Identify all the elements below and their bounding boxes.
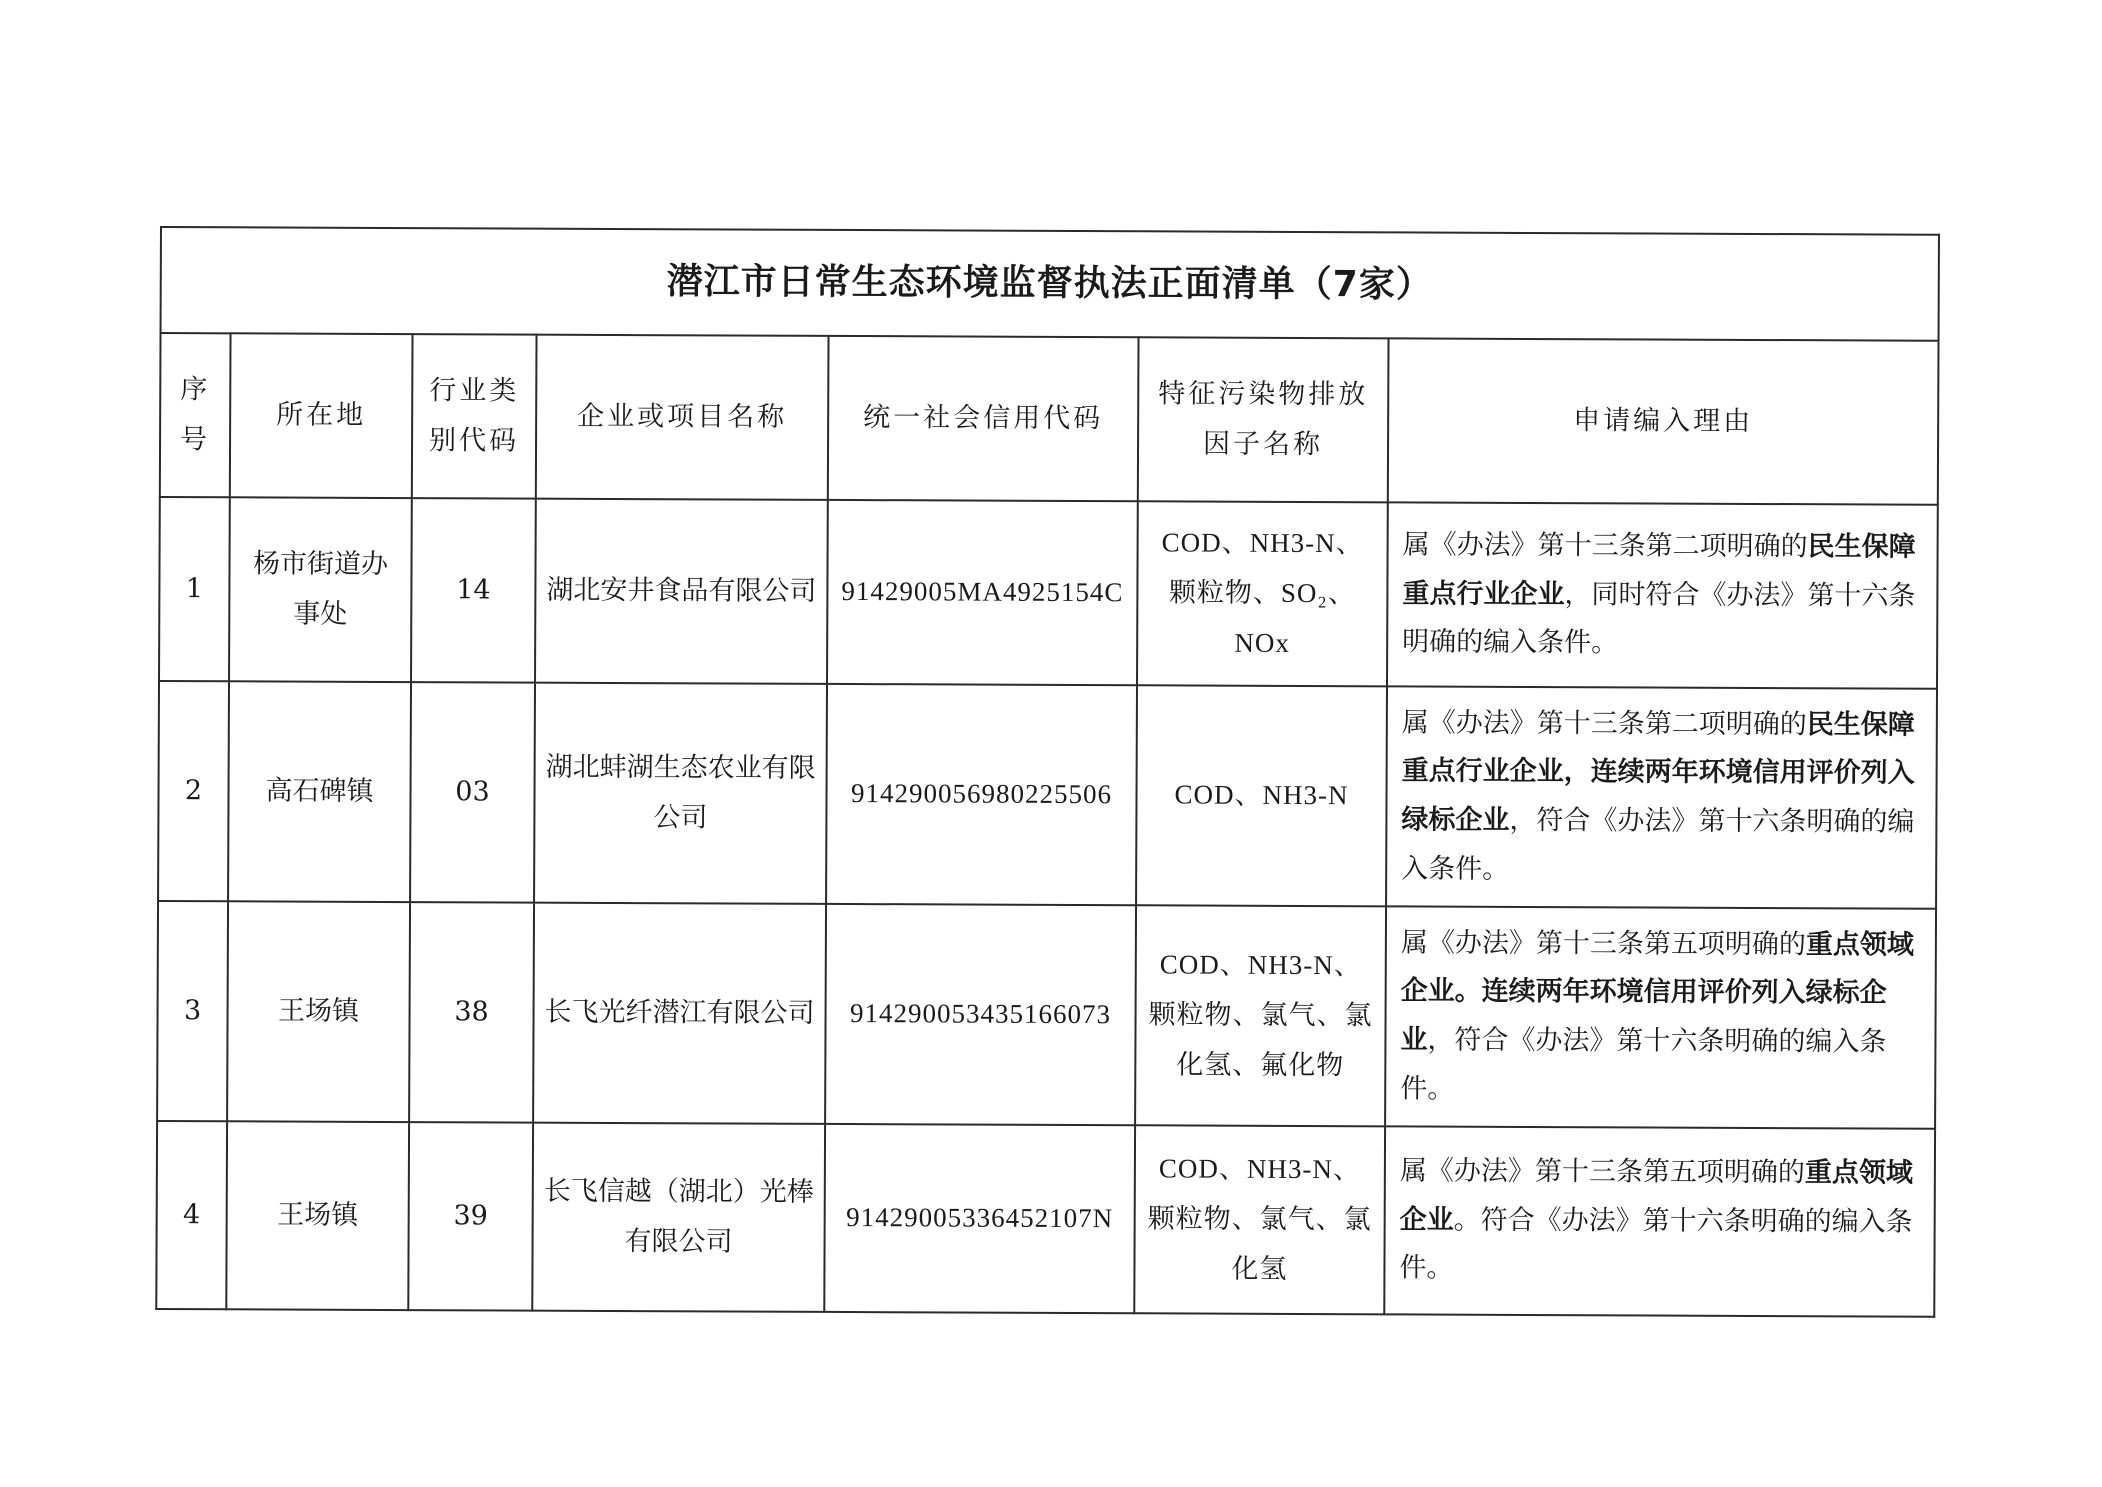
cell-seq: 2 [158,681,229,901]
cell-pollutants: COD、NH3-N、颗粒物、氯气、氯化氢、氟化物 [1135,905,1386,1126]
cell-credit-code: 91429005336452107N [824,1124,1135,1313]
table-row [159,497,1938,689]
reason-text: 属《办法》第十三条第二项明确的 [1401,707,1807,741]
cell-industry-code: 38 [409,902,534,1123]
cell-name: 湖北安井食品有限公司 [535,499,828,684]
header-location: 所在地 [230,333,413,498]
reason-emphasis: 重点领域企业。连续两年环境信用评价列入绿标企业 [1400,929,1914,1056]
header-row [160,333,1939,505]
cell-name: 长飞光纤潜江有限公司 [533,903,826,1124]
positive-list-table [155,226,1940,1318]
cell-credit-code: 914290056980225506 [826,684,1137,905]
reason-emphasis: 民生保障重点行业企业，连续两年环境信用评价列入绿标企业 [1401,709,1915,836]
header-seq: 序号 [160,333,231,497]
cell-reason [1387,502,1938,688]
reason-text: ，符合《办法》第十六条明确的编入条件。 [1401,804,1915,885]
cell-industry-code: 03 [410,682,535,903]
cell-name: 长飞信越（湖北）光棒有限公司 [532,1123,825,1312]
cell-pollutants: COD、NH3-N、颗粒物、SO₂、NOx [1137,501,1388,686]
table-row [156,1121,1935,1317]
header-pollutants: 特征污染物排放因子名称 [1138,337,1389,502]
reason-text: ，同时符合《办法》第十六条明确的编入条件。 [1402,578,1916,659]
cell-pollutants: COD、NH3-N、颗粒物、氯气、氯化氢 [1134,1125,1385,1314]
cell-credit-code: 91429005MA4925154C [827,500,1138,685]
cell-pollutants: COD、NH3-N [1136,685,1387,906]
reason-text: 。符合《办法》第十六条明确的编入条件。 [1399,1204,1913,1284]
header-credit-code: 统一社会信用代码 [828,336,1139,501]
cell-industry-code: 39 [408,1122,533,1311]
table-title: 潜江市日常生态环境监督执法正面清单（7家） [161,227,1939,341]
cell-location: 王场镇 [227,901,410,1122]
header-industry-code: 行业类别代码 [412,334,537,499]
reason-text: 属《办法》第十三条第五项明确的 [1399,1155,1805,1189]
reason-emphasis: 重点领域企业 [1399,1157,1913,1236]
cell-reason [1385,906,1936,1128]
cell-name: 湖北蚌湖生态农业有限公司 [534,683,827,904]
reason-text: ，符合《办法》第十六条明确的编入条件。 [1400,1024,1887,1105]
cell-seq: 4 [156,1121,227,1309]
reason-text: 属《办法》第十三条第五项明确的 [1400,927,1806,961]
cell-seq: 3 [157,901,228,1121]
table-row [158,681,1937,909]
header-name: 企业或项目名称 [536,335,829,500]
cell-seq: 1 [159,497,230,681]
cell-reason [1384,1126,1935,1316]
cell-reason [1386,686,1937,908]
reason-emphasis: 民生保障重点行业企业 [1402,531,1916,610]
cell-location: 王场镇 [226,1121,409,1310]
cell-industry-code: 14 [411,498,536,683]
cell-credit-code: 914290053435166073 [825,904,1136,1125]
cell-location: 杨市街道办事处 [229,497,412,682]
table-row [157,901,1936,1129]
reason-text: 属《办法》第十三条第二项明确的 [1402,529,1808,563]
cell-location: 高石碑镇 [228,681,411,902]
header-reason: 申请编入理由 [1388,338,1939,504]
